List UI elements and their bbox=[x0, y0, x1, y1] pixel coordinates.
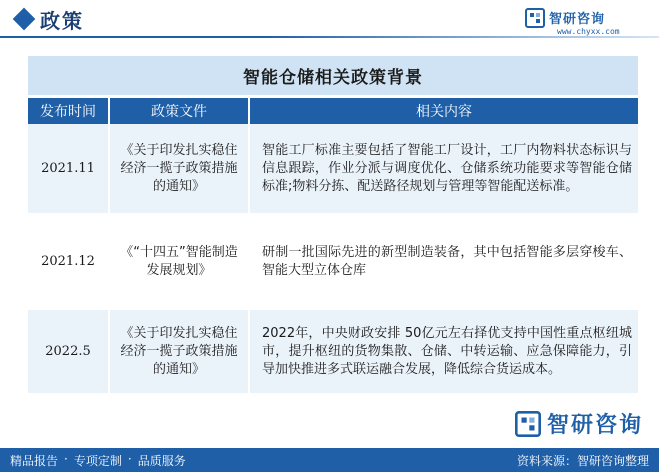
table-row bbox=[28, 216, 638, 310]
footer-item: 精品报告 bbox=[10, 454, 59, 468]
brand-icon bbox=[525, 8, 545, 28]
column-header-date: 发布时间 bbox=[28, 98, 110, 124]
table-header-row bbox=[28, 98, 638, 124]
row-date: 2022.5 bbox=[28, 310, 110, 393]
table-row bbox=[28, 124, 638, 216]
diamond-icon bbox=[13, 8, 36, 31]
column-header-content: 相关内容 bbox=[416, 104, 472, 120]
row-content: 智能工厂标准主要包括了智能工厂设计，工厂内物料状态标识与信息跟踪，作业分派与调度优化、仓储系统功能要求等智能仓储标准;物料分拣、配送路径规划与管理等智能配送标准。 bbox=[262, 142, 632, 194]
column-header-document: 政策文件 bbox=[110, 98, 250, 124]
footer-separator: · bbox=[127, 452, 132, 466]
row-document: 《“十四五”智能制造发展规划》 bbox=[110, 216, 250, 307]
watermark-brand bbox=[515, 408, 643, 439]
section-title: 政策 bbox=[40, 9, 84, 33]
footer-source: 资料来源：智研咨询整理 bbox=[516, 454, 649, 468]
watermark-brand-icon bbox=[515, 411, 541, 437]
page-header bbox=[0, 0, 659, 44]
brand-url: www.chyxx.com bbox=[557, 27, 620, 36]
row-document: 《关于印发扎实稳住经济一揽子政策措施的通知》 bbox=[110, 124, 250, 213]
row-date: 2021.11 bbox=[28, 124, 110, 213]
policy-table bbox=[28, 56, 638, 396]
footer-separator: · bbox=[64, 452, 68, 466]
footer-item: 专项定制 bbox=[73, 454, 122, 468]
table-row bbox=[28, 310, 638, 396]
watermark-brand-name: 智研咨询 bbox=[546, 413, 643, 438]
footer-item: 品质服务 bbox=[137, 454, 186, 468]
row-document: 《关于印发扎实稳住经济一揽子政策措施的通知》 bbox=[110, 310, 250, 393]
brand-name: 智研咨询 bbox=[549, 12, 606, 27]
table-title: 智能仓储相关政策背景 bbox=[28, 56, 638, 98]
page-footer bbox=[0, 448, 659, 472]
footer-items bbox=[10, 452, 186, 469]
row-content: 2022年，中央财政安排 50亿元左右择优支持中国性重点枢纽城市，提升枢纽的货物集散、仓储、中转运输、应急保障能力，引导加快推进多式联运融合发展，降低综合货运成本。 bbox=[262, 325, 632, 377]
brand-logo bbox=[525, 6, 645, 40]
row-date: 2021.12 bbox=[28, 216, 110, 307]
row-content: 研制一批国际先进的新型制造装备，其中包括智能多层穿梭车、智能大型立体仓库 bbox=[262, 244, 632, 278]
